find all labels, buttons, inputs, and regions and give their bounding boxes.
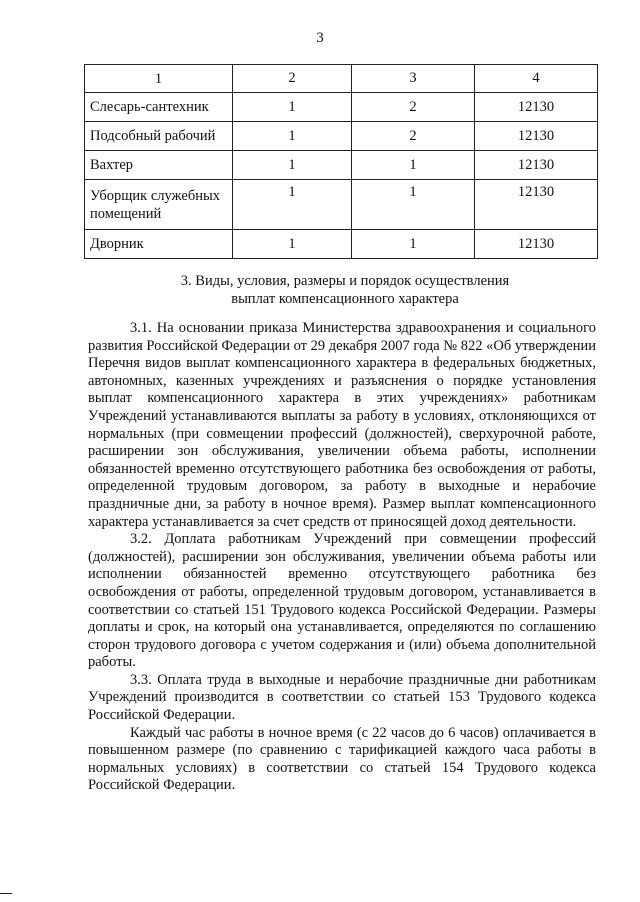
value-cell: 2	[352, 122, 475, 151]
value-cell: 1	[352, 151, 475, 180]
value-cell: 1	[233, 151, 352, 180]
position-cell: Вахтер	[85, 151, 233, 180]
table-row	[85, 230, 598, 259]
value-cell: 12130	[475, 230, 598, 259]
position-cell: Уборщик служебных помещений	[85, 180, 233, 230]
value-cell: 12130	[475, 93, 598, 122]
body-text	[88, 320, 596, 795]
header-cell: 3	[352, 65, 475, 93]
table-row	[85, 151, 598, 180]
staff-table	[84, 64, 598, 259]
header-cell: 1	[85, 65, 233, 93]
table-row	[85, 93, 598, 122]
value-cell: 12130	[475, 151, 598, 180]
section-title-line-2: выплат компенсационного характера	[231, 291, 459, 307]
paragraph-night-work: Каждый час работы в ночное время (с 22 часов до 6 часов) оплачивается в повышенном размере (по сравнению с тарификацией каждого часа работы в нормальных условиях) в соответствии со статьей 154 Трудового кодекса Российской Федерации.	[88, 724, 596, 794]
position-cell: Слесарь-сантехник	[85, 93, 233, 122]
table-header-row	[85, 65, 598, 93]
section-title-line-1: 3. Виды, условия, размеры и порядок осуществления	[180, 273, 510, 289]
value-cell: 1	[352, 180, 475, 230]
paragraph-3-3: 3.3. Оплата труда в выходные и нерабочие праздничные дни работникам Учреждений производится в соответствии со статьей 153 Трудового кодекса Российской Федерации.	[88, 671, 596, 724]
value-cell: 12130	[475, 180, 598, 230]
position-cell: Дворник	[85, 230, 233, 259]
paragraph-3-1: 3.1. На основании приказа Министерства здравоохранения и социального развития Российской Федерации от 29 декабря 2007 года № 822 «Об утверждении Перечня видов выплат компенсационного характера в федеральных бюджетных, автономных, казенных учреждениях и разъяснения о порядке установления выплат компенсационного характера в этих учреждениях» работникам Учреждений устанавливаются выплаты за работу в условиях, отклоняющихся от нормальных (при совмещении профессий (должностей), сверхурочной работе, расширении зон обслуживания, увеличении объема работы, исполнении обязанностей временно отсутствующего работника без освобождения от работы, определенной трудовым договором, за работу в выходные и нерабочие праздничные дни, за работу в ночное время). Размер выплат компенсационного характера устанавливается за счет средств от приносящей доход деятельности.	[88, 320, 596, 530]
margin-mark	[0, 893, 12, 894]
value-cell: 1	[352, 230, 475, 259]
position-cell: Подсобный рабочий	[85, 122, 233, 151]
table-row	[85, 180, 598, 230]
header-cell: 4	[475, 65, 598, 93]
value-cell: 1	[233, 180, 352, 230]
paragraph-3-2: 3.2. Доплата работникам Учреждений при совмещении профессий (должностей), расширении зон обслуживания, увеличении объема работы или исполнении обязанностей временно отсутствующего работника без освобождения от работы, определенной трудовым договором, устанавливается в соответствии со статьей 151 Трудового кодекса Российской Федерации. Размеры доплаты и срок, на который она устанавливается, определяются по соглашению сторон трудового договора с учетом содержания и (или) объема дополнительной работы.	[88, 531, 596, 671]
value-cell: 1	[233, 230, 352, 259]
page-number: 3	[316, 30, 324, 46]
value-cell: 1	[233, 93, 352, 122]
value-cell: 12130	[475, 122, 598, 151]
value-cell: 1	[233, 122, 352, 151]
header-cell: 2	[233, 65, 352, 93]
section-heading	[100, 272, 590, 308]
value-cell: 2	[352, 93, 475, 122]
table-row	[85, 122, 598, 151]
